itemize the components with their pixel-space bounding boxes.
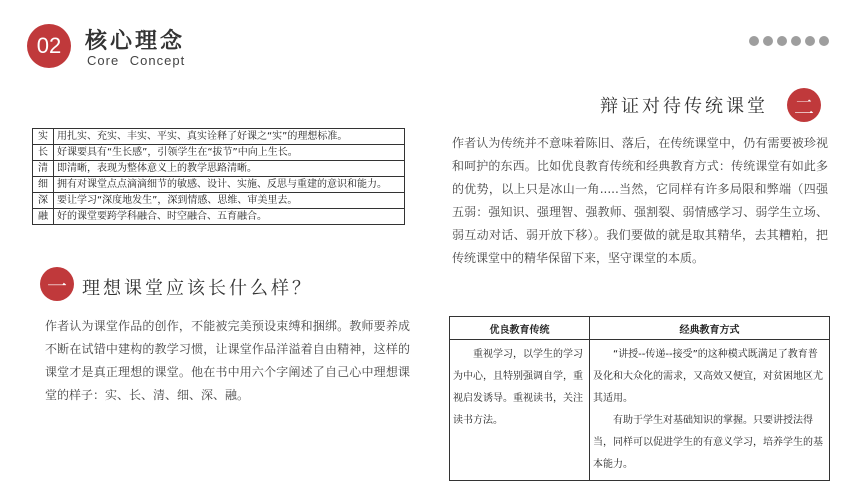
- dot-icon: [749, 36, 759, 46]
- definition-text: 要让学习“深度地发生”，深到情感、思维、审美里去。: [54, 193, 405, 209]
- table-row: [33, 193, 405, 209]
- definition-text: 好的课堂要跨学科融合、时空融合、五育融合。: [54, 209, 405, 225]
- cell-text: 重视学习，以学生的学习为中心，且特别强调自学，重视启发诱导。重视读书，关注读书方法。: [453, 349, 583, 426]
- right-section-paragraph: 作者认为传统并不意味着陈旧、落后，在传统课堂中，仍有需要被珍视和呵护的东西。比如优良教育传统和经典教育方式：传统课堂有如此多的优势，以上只是冰山一角.....当然，它同样有许多局限和弊端（四强五弱：强知识、强理智、强教师、强割裂、弱情感学习、弱学生立场、弱互动对话、弱开放下移）。我们要做的就是取其精华，去其糟粕，把传统课堂中的精华保留下来，坚守课堂的本质。: [452, 136, 828, 265]
- definition-text: 即清晰，表现为整体意义上的教学思路清晰。: [54, 161, 405, 177]
- table-cell: [590, 340, 830, 481]
- column-header: 经典教育方式: [590, 317, 830, 340]
- table-cell: [450, 340, 590, 481]
- right-section-badge: 二: [787, 88, 821, 122]
- table-row: [33, 129, 405, 145]
- right-section-heading: 辩证对待传统课堂: [600, 96, 768, 117]
- column-header: 优良教育传统: [450, 317, 590, 340]
- definitions-table: [32, 128, 405, 225]
- comparison-table: [449, 316, 830, 481]
- table-row: [33, 209, 405, 225]
- table-row: [33, 177, 405, 193]
- definition-key: 清: [33, 161, 54, 177]
- definition-key: 融: [33, 209, 54, 225]
- dot-icon: [805, 36, 815, 46]
- dot-icon: [791, 36, 801, 46]
- left-section-heading: 理想课堂应该长什么样？: [82, 278, 313, 299]
- page-subtitle: Core Concept: [87, 53, 186, 68]
- definition-key: 深: [33, 193, 54, 209]
- table-row: [33, 145, 405, 161]
- dot-icon: [763, 36, 773, 46]
- decorative-dots: [749, 36, 829, 46]
- definition-text: 拥有对课堂点点滴滴细节的敏感、设计、实施、反思与重建的意识和能力。: [54, 177, 405, 193]
- left-section-paragraph: 作者认为课堂作品的创作，不能被完美预设束缚和捆绑。教师要养成不断在试错中建构的教学习惯，让课堂作品洋溢着自由精神，这样的课堂才是真正理想的课堂。他在书中用六个字阐述了自己心中理想课堂的样子：实、长、清、细、深、融。: [45, 319, 410, 402]
- cell-text: “讲授--传递--接受”的这种模式既满足了教育普及化和大众化的需求，又高效又便宜，对贫困地区尤其适用。: [593, 349, 823, 404]
- table-row: [450, 340, 830, 481]
- section-number-badge: 02: [27, 24, 71, 68]
- dot-icon: [819, 36, 829, 46]
- page-title: 核心理念: [85, 28, 186, 54]
- table-header-row: [450, 317, 830, 340]
- definition-key: 长: [33, 145, 54, 161]
- left-section-badge: 一: [40, 267, 74, 301]
- dot-icon: [777, 36, 787, 46]
- definition-key: 细: [33, 177, 54, 193]
- table-row: [33, 161, 405, 177]
- cell-text: 有助于学生对基础知识的掌握。只要讲授法得当，同样可以促进学生的有意义学习，培养学生的基本能力。: [593, 415, 823, 470]
- definition-text: 用扎实、充实、丰实、平实、真实诠释了好课之“实”的理想标准。: [54, 129, 405, 145]
- definition-text: 好课要具有“生长感”，引领学生在“拔节”中向上生长。: [54, 145, 405, 161]
- definition-key: 实: [33, 129, 54, 145]
